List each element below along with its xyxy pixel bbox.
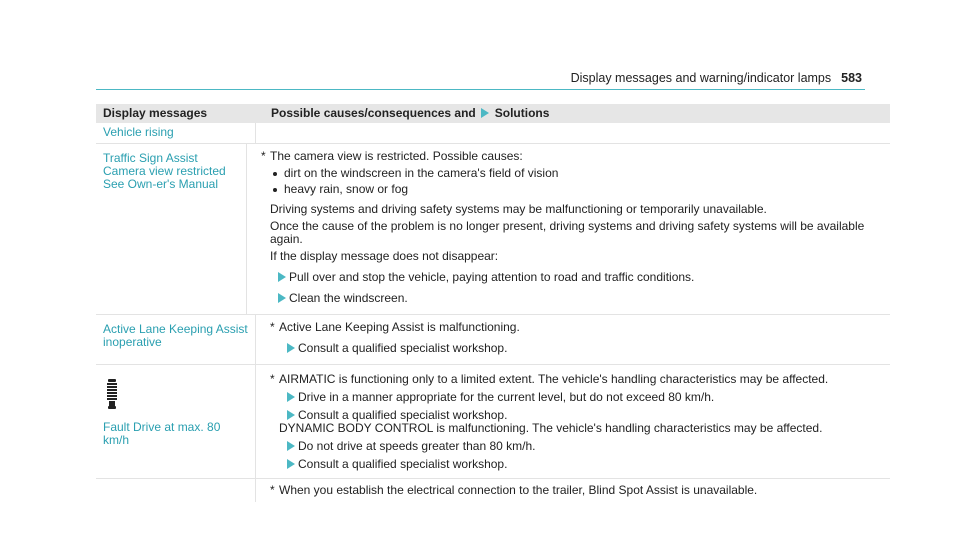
solution-step	[261, 271, 890, 284]
page-number: 583	[841, 71, 862, 85]
display-message: Vehicle rising	[96, 123, 256, 143]
display-message	[96, 479, 256, 502]
paragraph: If the display message does not disappear:	[270, 249, 499, 263]
col-header-solutions-label: Solutions	[494, 106, 550, 120]
solution-step	[270, 440, 890, 453]
row-description	[256, 123, 890, 143]
solution-text: Clean the windscreen.	[289, 291, 408, 305]
action-arrow-icon	[287, 410, 295, 420]
solution-text: Consult a qualified specialist workshop.	[298, 341, 508, 355]
table-row	[96, 479, 890, 502]
table-row	[96, 144, 890, 315]
solution-step	[270, 342, 890, 355]
row-description	[256, 315, 890, 364]
solution-step	[270, 409, 890, 422]
col-header-causes-label: Possible causes/consequences and	[271, 106, 476, 120]
action-arrow-icon	[278, 272, 286, 282]
solution-step	[270, 391, 890, 404]
running-head-title: Display messages and warning/indicator lamps	[570, 71, 832, 85]
action-arrow-icon	[287, 441, 295, 451]
action-arrow-icon	[278, 293, 286, 303]
solution-text: Pull over and stop the vehicle, paying attention to road and traffic conditions.	[289, 270, 695, 284]
display-message-text: Traffic Sign Assist Camera view restricted See Own-er's Manual	[103, 151, 226, 191]
paragraph: Driving systems and driving safety systems may be malfunctioning or temporarily unavailable.	[270, 202, 767, 216]
table-row	[96, 315, 890, 365]
solution-text: Consult a qualified specialist workshop.	[298, 457, 508, 471]
cause-line: * AIRMATIC is functioning only to a limited extent. The vehicle's handling characteristics may be affected.	[270, 373, 890, 386]
solution-text: Do not drive at speeds greater than 80 km/h.	[298, 439, 536, 453]
cause-line: * Active Lane Keeping Assist is malfunctioning.	[270, 321, 890, 334]
cause-line: * The camera view is restricted. Possible causes:	[261, 150, 890, 163]
cause-bullet: dirt on the windscreen in the camera's field of vision	[261, 167, 890, 180]
solution-text: Consult a qualified specialist workshop.	[298, 408, 508, 422]
display-message-text: Active Lane Keeping Assist inoperative	[103, 322, 248, 349]
solution-step	[261, 292, 890, 305]
col-header-display-messages: Display messages	[103, 106, 208, 120]
suspension-icon	[105, 379, 119, 409]
paragraph: Once the cause of the problem is no longer present, driving systems and driving safety systems will be available again.	[270, 219, 865, 246]
action-arrow-icon	[287, 343, 295, 353]
display-messages-table	[96, 104, 890, 502]
cause-line: * When you establish the electrical connection to the trailer, Blind Spot Assist is unavailable.	[270, 484, 890, 497]
solution-step	[270, 458, 890, 471]
action-arrow-icon	[287, 392, 295, 402]
row-description	[256, 365, 890, 478]
solution-text: Drive in a manner appropriate for the current level, but do not exceed 80 km/h.	[298, 390, 715, 404]
display-message	[96, 365, 256, 478]
table-row	[96, 365, 890, 479]
display-message	[96, 315, 256, 364]
action-arrow-icon	[287, 459, 295, 469]
display-message-text: Fault Drive at max. 80 km/h	[103, 420, 221, 447]
row-description	[247, 144, 890, 314]
header-rule	[96, 89, 865, 90]
paragraph: DYNAMIC BODY CONTROL is malfunctioning. The vehicle's handling characteristics may be affected.	[279, 421, 823, 435]
cause-bullet: heavy rain, snow or fog	[261, 183, 890, 196]
table-header	[96, 104, 890, 123]
action-arrow-icon	[481, 108, 489, 118]
table-row	[96, 123, 890, 144]
col-header-causes	[256, 106, 890, 123]
row-description	[256, 479, 890, 502]
display-message	[96, 144, 247, 314]
running-head	[571, 71, 862, 85]
